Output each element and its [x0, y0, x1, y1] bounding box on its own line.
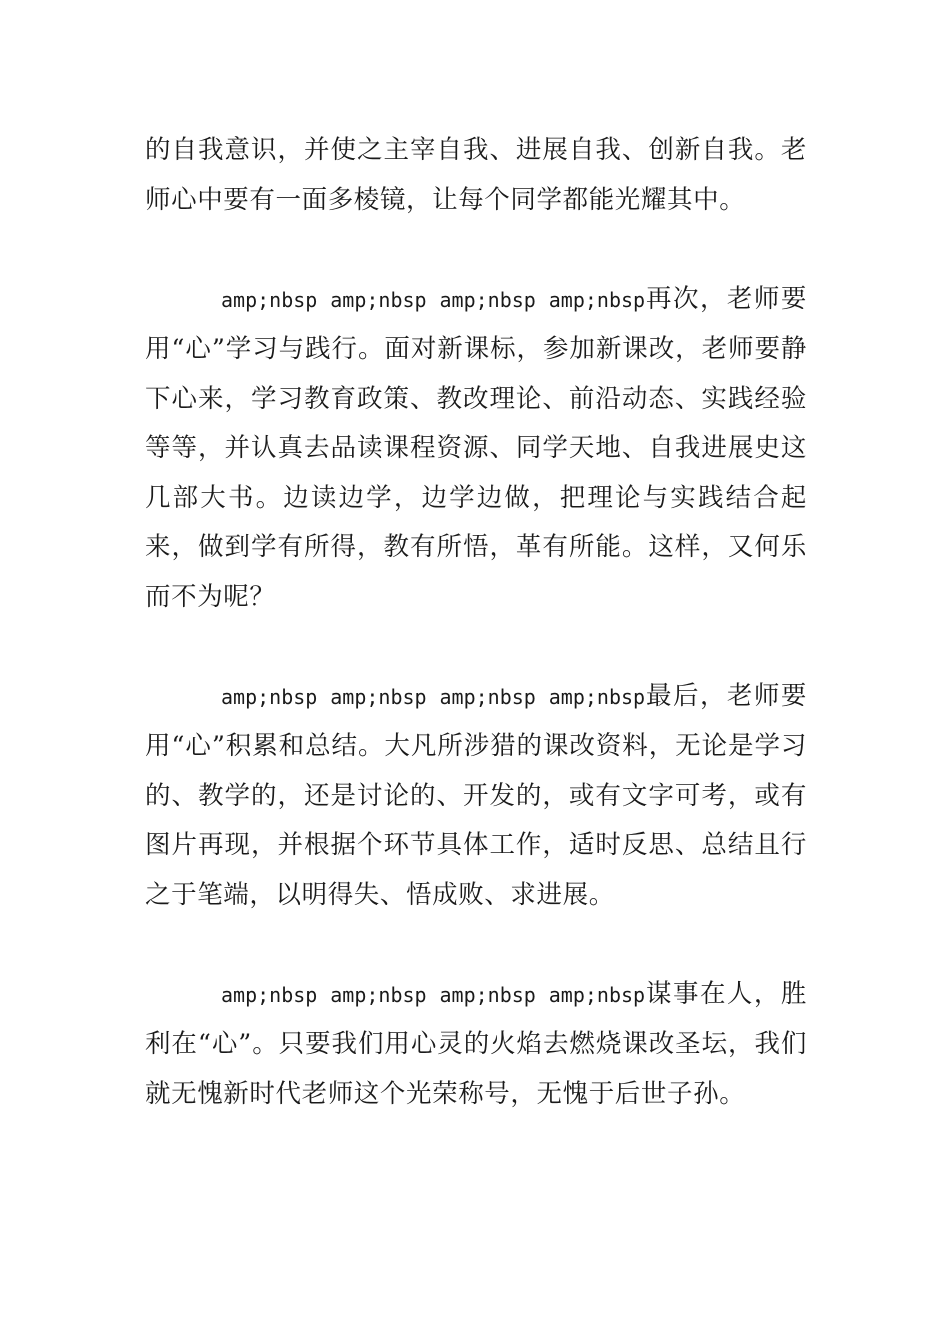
paragraph-3 [145, 672, 807, 921]
paragraph-1 [145, 126, 807, 225]
paragraph-2-prefix: amp;nbsp amp;nbsp amp;nbsp amp;nbsp [221, 287, 646, 312]
paragraph-3-prefix: amp;nbsp amp;nbsp amp;nbsp amp;nbsp [221, 684, 646, 709]
paragraph-4-text: 谋事在人，胜利在“心”。只要我们用心灵的火焰去燃烧课改圣坛，我们就无愧新时代老师这个光荣称号，无愧于后世子孙。 [145, 978, 807, 1109]
paragraph-2-text: 再次，老师要用“心”学习与践行。面对新课标，参加新课改，老师要静下心来，学习教育政策、教改理论、前沿动态、实践经验等等，并认真去品读课程资源、同学天地、自我进展史这几部大书。边读边学，边学边做，把理论与实践结合起来，做到学有所得，教有所悟，革有所能。这样，又何乐而不为呢？ [145, 283, 807, 612]
paragraph-4 [145, 970, 807, 1120]
paragraph-3-text: 最后，老师要用“心”积累和总结。大凡所涉猎的课改资料，无论是学习的、教学的，还是讨论的、开发的，或有文字可考，或有图片再现，并根据个环节具体工作，适时反思、总结且行之于笔端，以明得失、悟成败、求进展。 [145, 680, 807, 910]
paragraph-4-prefix: amp;nbsp amp;nbsp amp;nbsp amp;nbsp [221, 982, 646, 1007]
paragraph-2 [145, 275, 807, 623]
document-body [145, 126, 807, 1169]
paragraph-1-text: 的自我意识，并使之主宰自我、进展自我、创新自我。老师心中要有一面多棱镜，让每个同学都能光耀其中。 [145, 135, 807, 215]
